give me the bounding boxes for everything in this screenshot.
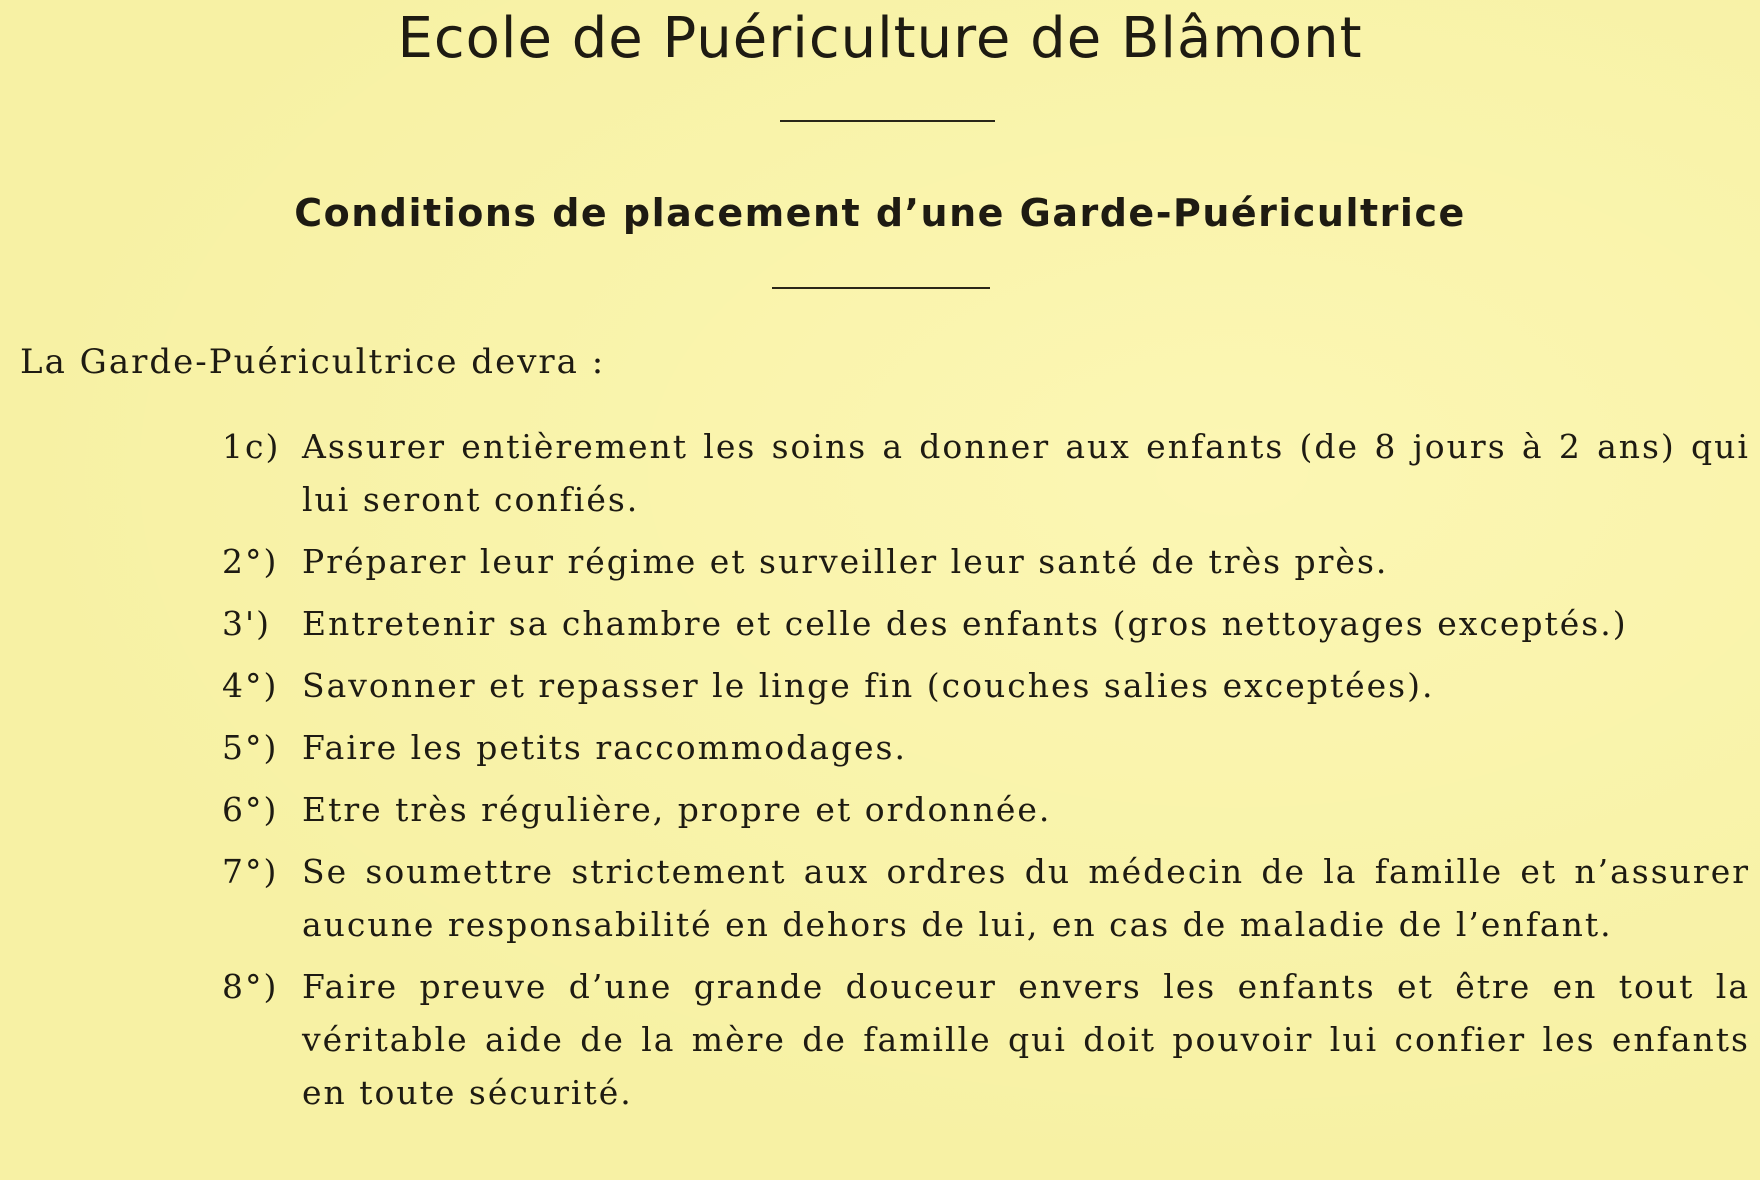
item-number: 7°) xyxy=(222,852,279,891)
item-text: Entretenir sa chambre et celle des enfants (gros nettoyages exceptés.) xyxy=(302,604,1628,643)
list-item xyxy=(222,845,1750,951)
list-item xyxy=(222,721,1750,774)
item-number: 4°) xyxy=(222,666,279,705)
conditions-list xyxy=(222,420,1750,1119)
list-item xyxy=(222,597,1750,650)
item-number: 1c) xyxy=(222,427,281,466)
page-subtitle: Conditions de placement d’une Garde-Puéricultrice xyxy=(294,191,1466,235)
item-number: 3') xyxy=(222,604,271,643)
title-divider xyxy=(780,120,995,122)
item-text: Faire preuve d’une grande douceur envers les enfants et être en tout la véritable aide de la mère de famille qui doit pouvoir lui confier les enfants en toute sécurité. xyxy=(302,967,1750,1112)
list-item xyxy=(222,420,1750,526)
page-title: Ecole de Puériculture de Blâmont xyxy=(397,6,1363,71)
item-text: Savonner et repasser le linge fin (couches salies exceptées). xyxy=(302,666,1435,705)
list-item xyxy=(222,960,1750,1119)
subtitle-divider xyxy=(772,287,990,289)
item-text: Faire les petits raccommodages. xyxy=(302,728,907,767)
item-number: 5°) xyxy=(222,728,279,767)
list-item xyxy=(222,659,1750,712)
item-number: 8°) xyxy=(222,967,279,1006)
item-text: Etre très régulière, propre et ordonnée. xyxy=(302,790,1052,829)
item-number: 6°) xyxy=(222,790,279,829)
list-item xyxy=(222,535,1750,588)
list-item xyxy=(222,783,1750,836)
item-number: 2°) xyxy=(222,542,279,581)
item-text: Se soumettre strictement aux ordres du médecin de la famille et n’assurer aucune responsabilité en dehors de lui, en cas de maladie de l’enfant. xyxy=(302,852,1750,944)
item-text: Préparer leur régime et surveiller leur santé de très près. xyxy=(302,542,1389,581)
item-text: Assurer entièrement les soins a donner aux enfants (de 8 jours à 2 ans) qui lui seront confiés. xyxy=(302,427,1750,519)
intro-text: La Garde-Puéricultrice devra : xyxy=(20,342,606,382)
